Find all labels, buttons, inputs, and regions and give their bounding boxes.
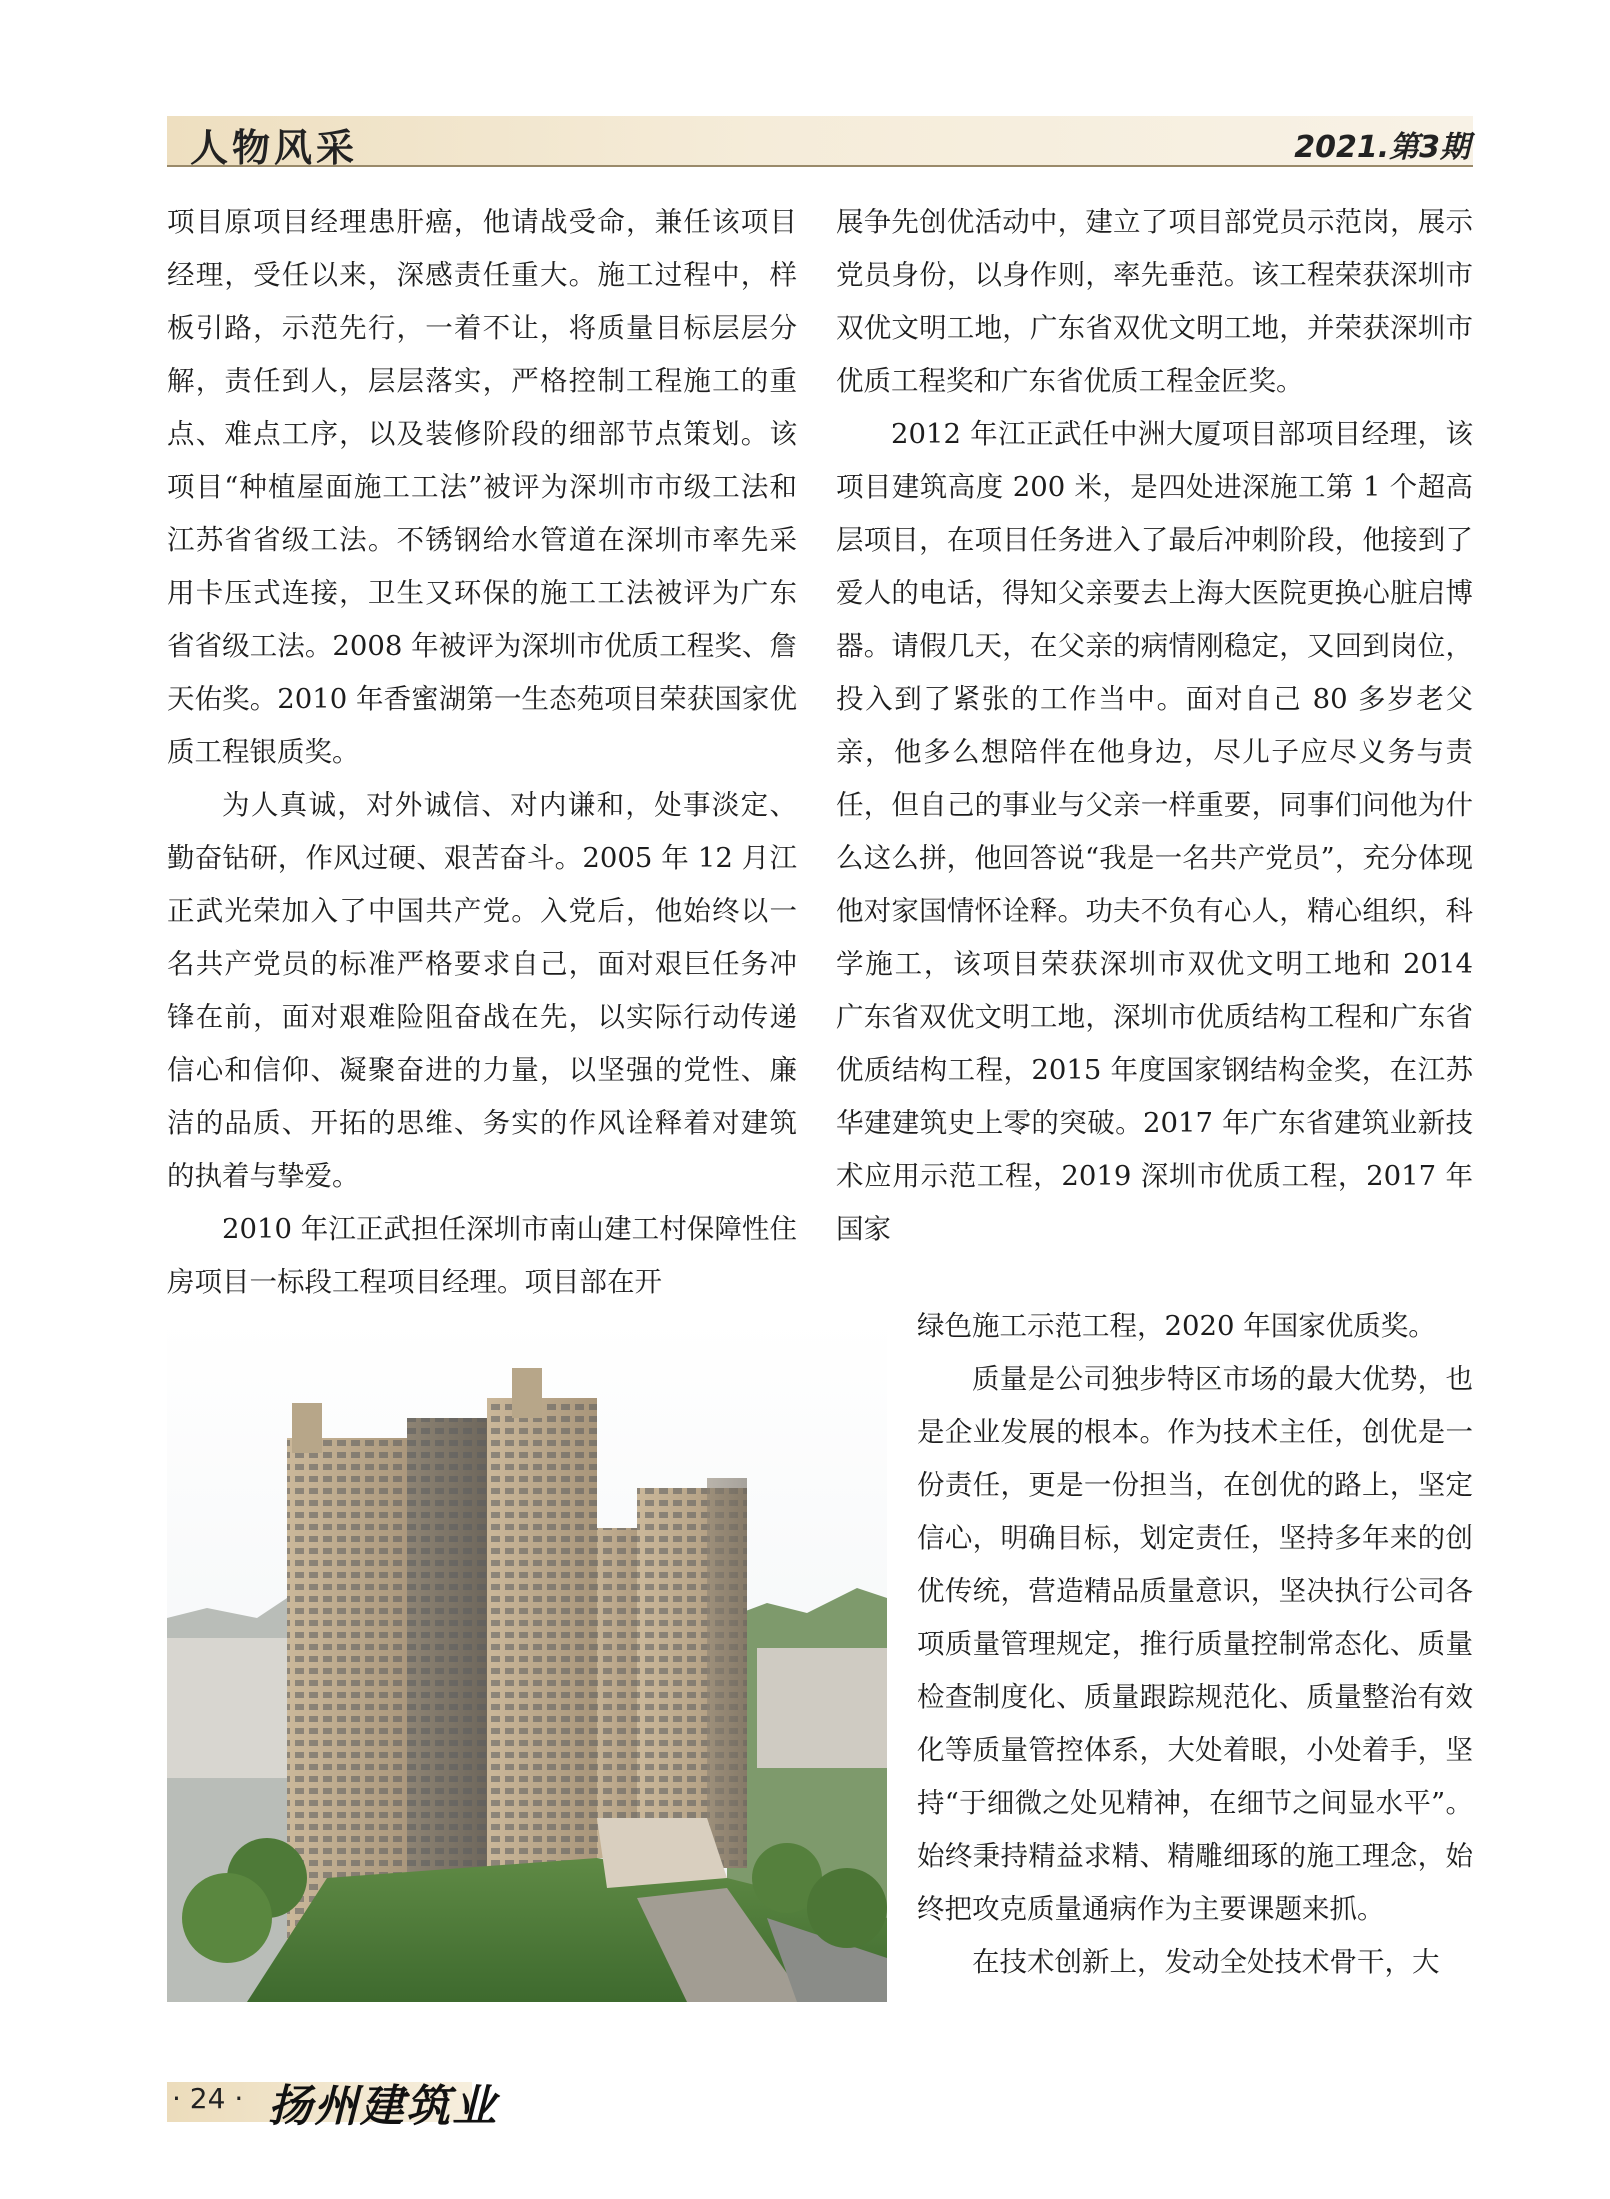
issue-label: 2021.第3期: [1294, 130, 1470, 165]
paragraph: 在技术创新上，发动全处技术骨干，大: [972, 1946, 1440, 1978]
header-band: [167, 116, 1473, 166]
magazine-logo: 扬州建筑业: [268, 2081, 498, 2132]
building-photo: [167, 1318, 887, 2002]
page-number: · 24 ·: [172, 2082, 244, 2115]
paragraph: 质量是公司独步特区市场的最大优势，也是企业发展的根本。作为技术主任，创优是一份责任，更是一份担当，在创优的路上，坚定信心，明确目标，划定责任，坚持多年来的创优传统，营造精品质量意识，坚决执行公司各项质量管理规定，推行质量控制常态化、质量检查制度化、质量跟踪规范化、质量整治有效化等质量管控体系，大处着眼，小处着手，坚持“于细微之处见精神，在细节之间显水平”。始终秉持精益求精、精雕细琢的施工理念，始终把攻克质量通病作为主要课题来抓。: [917, 1363, 1473, 1925]
paragraph: 2012 年江正武任中洲大厦项目部项目经理，该项目建筑高度 200 米，是四处进深施工第 1 个超高层项目，在项目任务进入了最后冲刺阶段，他接到了爱人的电话，得知父亲要去上海大医院更换心脏启博器。请假几天，在父亲的病情刚稳定，又回到岗位，投入到了紧张的工作当中。面对自己 80 多岁老父亲，他多么想陪伴在他身边，尽儿子应尽义务与责任，但自己的事业与父亲一样重要，同事们问他为什么这么拼，他回答说“我是一名共产党员”，充分体现他对家国情怀诠释。功夫不负有心人，精心组织，科学施工，该项目荣获深圳市双优文明工地和 2014 广东省双优文明工地，深圳市优质结构工程和广东省优质结构工程，2015 年度国家钢结构金奖，在江苏华建建筑史上零的突破。2017 年广东省建筑业新技术应用示范工程，2019 深圳市优质工程，2017 年国家: [836, 418, 1473, 1245]
section-title: 人物风采: [190, 126, 359, 170]
header-rule: [167, 165, 1473, 167]
paragraph: 为人真诚，对外诚信、对内谦和，处事淡定、勤奋钻研，作风过硬、艰苦奋斗。2005 年 12 月江正武光荣加入了中国共产党。入党后，他始终以一名共产党员的标准严格要求自己，面对艰巨任务冲锋在前，面对艰难险阻奋战在先，以实际行动传递信心和信仰、凝聚奋进的力量，以坚强的党性、廉洁的品质、开拓的思维、务实的作风诠释着对建筑的执着与挚爱。: [167, 789, 797, 1192]
paragraph: 2010 年江正武担任深圳市南山建工村保障性住房项目一标段工程项目经理。项目部在开: [167, 1213, 797, 1298]
left-column: [167, 196, 797, 1309]
paragraph: 项目原项目经理患肝癌，他请战受命，兼任该项目经理，受任以来，深感责任重大。施工过程中，样板引路，示范先行，一着不让，将质量目标层层分解，责任到人，层层落实，严格控制工程施工的重点、难点工序，以及装修阶段的细部节点策划。该项目“种植屋面施工工法”被评为深圳市市级工法和江苏省省级工法。不锈钢给水管道在深圳市率先采用卡压式连接，卫生又环保的施工工法被评为广东省省级工法。2008 年被评为深圳市优质工程奖、詹天佑奖。2010 年香蜜湖第一生态苑项目荣获国家优质工程银质奖。: [167, 206, 797, 768]
paragraph: 展争先创优活动中，建立了项目部党员示范岗，展示党员身份，以身作则，率先垂范。该工程荣获深圳市双优文明工地，广东省双优文明工地，并荣获深圳市优质工程奖和广东省优质工程金匠奖。: [836, 206, 1473, 397]
right-column: [836, 196, 1473, 1256]
paragraph: 绿色施工示范工程，2020 年国家优质奖。: [917, 1310, 1436, 1342]
right-column-wrap: [917, 1300, 1473, 1989]
